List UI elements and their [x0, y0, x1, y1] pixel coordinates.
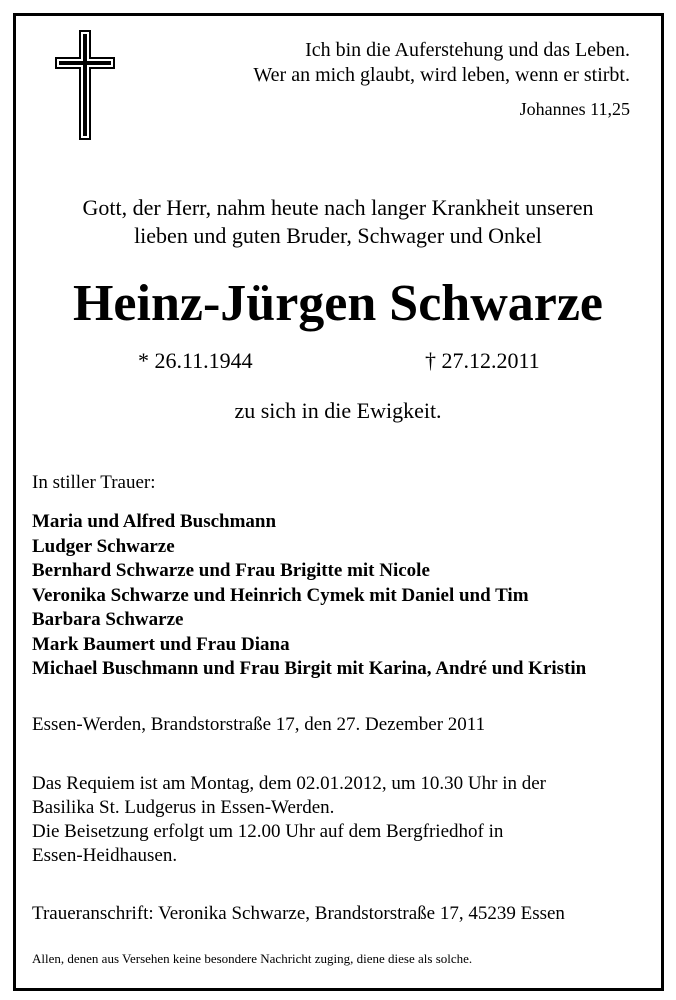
death-date: † 27.12.2011 — [425, 348, 540, 373]
verse-line: Ich bin die Auferstehung und das Leben. — [305, 39, 630, 61]
intro-line: Gott, der Herr, nahm heute nach langer Krankheit unseren — [82, 195, 594, 220]
bible-verse — [253, 38, 630, 88]
ceremony-info — [32, 772, 546, 868]
verse-reference: Johannes 11,25 — [519, 99, 630, 119]
birth-date: * 26.11.1944 — [138, 348, 253, 373]
ceremony-line: Die Beisetzung erfolgt um 12.00 Uhr auf dem Bergfriedhof in — [32, 821, 504, 842]
list-item: Bernhard Schwarze und Frau Brigitte mit Nicole — [32, 560, 430, 581]
footnote: Allen, denen aus Versehen keine besondere Nachricht zuging, diene diese als solche. — [32, 951, 473, 966]
intro-line: lieben und guten Bruder, Schwager und Onkel — [134, 223, 542, 248]
list-item: Maria und Alfred Buschmann — [32, 511, 277, 532]
eternity-line: zu sich in die Ewigkeit. — [234, 398, 442, 423]
mourning-label: In stiller Trauer: — [32, 472, 156, 493]
ceremony-line: Basilika St. Ludgerus in Essen-Werden. — [32, 797, 335, 818]
list-item: Barbara Schwarze — [32, 609, 184, 630]
intro-text — [0, 194, 676, 250]
list-item: Michael Buschmann und Frau Birgit mit Karina, André und Kristin — [32, 658, 587, 679]
verse-line: Wer an mich glaubt, wird leben, wenn er stirbt. — [253, 64, 630, 86]
mourning-address: Traueranschrift: Veronika Schwarze, Brandstorstraße 17, 45239 Essen — [32, 903, 565, 924]
place-date: Essen-Werden, Brandstorstraße 17, den 27. Dezember 2011 — [32, 714, 486, 735]
list-item: Mark Baumert und Frau Diana — [32, 633, 290, 655]
list-item: Veronika Schwarze und Heinrich Cymek mit Daniel und Tim — [32, 584, 529, 606]
list-item: Ludger Schwarze — [32, 535, 175, 557]
deceased-name: Heinz-Jürgen Schwarze — [72, 275, 603, 332]
cross-icon — [55, 30, 115, 140]
mourners-list — [32, 510, 586, 682]
ceremony-line: Essen-Heidhausen. — [32, 845, 178, 866]
ceremony-line: Das Requiem ist am Montag, dem 02.01.2012, um 10.30 Uhr in der — [32, 773, 546, 794]
